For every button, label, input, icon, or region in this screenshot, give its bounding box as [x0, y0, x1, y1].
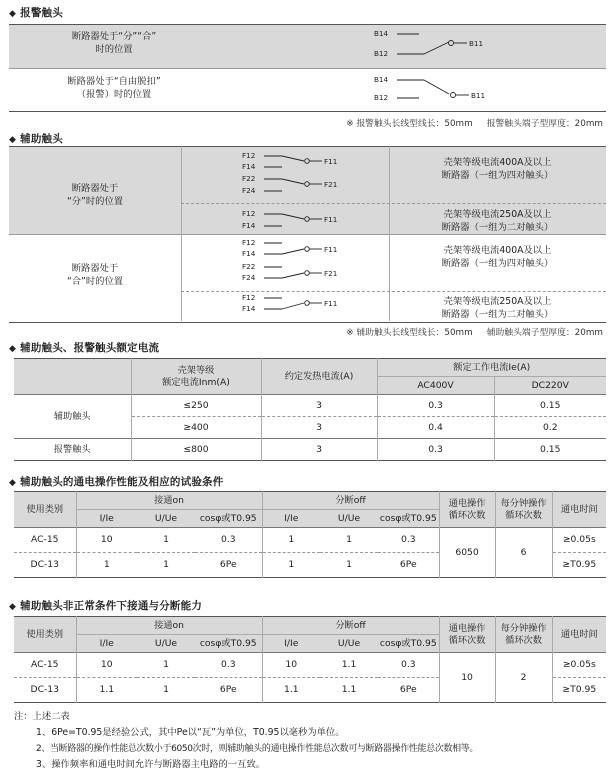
note-line-3: 3、操作频率和通电时间允许与断路器主电路的一互致。	[36, 759, 266, 770]
section-title-abnormal: ◆ 辅助触头非正常条件下接通与分断能力	[9, 600, 203, 612]
svg-text:F21: F21	[324, 180, 338, 189]
per-minute-cell: 2	[495, 653, 552, 703]
table-row: DC-13 1.1 1 6Pe 1.1 1.1 6Pe ≥T0.95	[14, 678, 606, 703]
svg-text:F12: F12	[242, 293, 256, 302]
table-row: AC-15 10 1 0.3 1 1 0.3 6050 6 ≥0.05s	[14, 528, 606, 553]
note-line-2: 2、当断路器的操作性能总次数小于6050次时，则辅助触头的通电操作性能总次数可与断路器操作性能总次数相等。	[36, 744, 479, 754]
thermal-current-header: 约定发热电流(A)	[261, 359, 377, 395]
aux-table	[9, 146, 606, 321]
aux-desc-250-closed: 壳架等级电流250A及以上 断路器（一组为二对触头）	[441, 296, 554, 320]
svg-text:B14: B14	[374, 29, 389, 38]
alarm-contact-cell: 报警触头	[53, 443, 91, 455]
table-row: DC-13 1 1 6Pe 1 1 6Pe ≥T0.95	[14, 553, 606, 578]
on-header: 接通on	[76, 492, 262, 510]
cycles-cell: 6050	[439, 528, 495, 578]
cycles-header: 通电操作 循环次数	[439, 492, 495, 528]
cycles-header: 通电操作 循环次数	[439, 617, 495, 653]
category-header: 使用类别	[26, 503, 64, 515]
rated-current-table	[14, 358, 606, 461]
operation-table: 使用类别 接通on 分断off 通电操作 循环次数 每分钟操作 循环次数 通电时间 I/Ie U/Ue cosφ或T0.95 I/Ie U/Ue cosφ或T0.95 AC-15 10 1 0.3 1 1 0.3 6050 6 ≥0.05s DC-13 1 1 6Pe 1 1 6Pe ≥T0.95	[14, 491, 606, 578]
svg-text:F12: F12	[242, 151, 256, 160]
alarm-note: ※ 报警触头长线型线长：50mm 报警触头端子型厚度：20mm	[346, 119, 603, 129]
aux-closed-label: 断路器处于 “合”时的位置	[66, 263, 124, 287]
section-title-rated-current: ◆ 辅助触头、报警触头额定电流	[9, 342, 160, 354]
svg-text:B11: B11	[471, 91, 486, 100]
cycles-cell: 10	[439, 653, 495, 703]
svg-text:F11: F11	[324, 245, 338, 254]
category-header: 使用类别	[26, 628, 64, 640]
aux-desc-400-closed: 壳架等级电流400A及以上 断路器（一组为四对触头）	[441, 245, 554, 269]
ac400v-header: AC400V	[377, 377, 494, 395]
section-title-aux: ◆ 辅助触头	[9, 133, 63, 145]
aux-contact-cell: 辅助触头	[53, 410, 91, 422]
dc220v-header: DC220V	[494, 377, 606, 395]
svg-text:F22: F22	[242, 262, 256, 271]
per-minute-header: 每分钟操作 循环次数	[495, 617, 552, 653]
footer-notes	[14, 709, 478, 773]
time-header: 通电时间	[552, 492, 606, 528]
notes-head: 注：上述二表	[14, 711, 70, 722]
frame-current-header: 壳架等级 额定电流Inm(A)	[131, 359, 261, 395]
work-current-header: 额定工作电流Ie(A)	[377, 359, 606, 377]
section-title-alarm: ◆ 报警触头	[9, 7, 63, 19]
alarm-trip-label: 断路器处于“自由脱扣” （报警）时的位置	[67, 76, 161, 100]
svg-text:F14: F14	[242, 162, 256, 171]
svg-text:F11: F11	[324, 299, 338, 308]
svg-text:F24: F24	[242, 186, 256, 195]
table-row: 报警触头 ≤800 3 0.3 0.15	[14, 439, 606, 461]
svg-text:F11: F11	[324, 157, 338, 166]
section-title-operation: ◆ 辅助触头的通电操作性能及相应的试验条件	[9, 476, 224, 488]
note-line-1: 1、6Pe=T0.95是经验公式，其中Pe以“瓦”为单位，T0.95以毫秒为单位。	[36, 727, 345, 738]
svg-text:F22: F22	[242, 174, 256, 183]
per-minute-cell: 6	[495, 528, 552, 578]
aux-desc-250-open: 壳架等级电流250A及以上 断路器（一组为二对触头）	[441, 209, 554, 233]
alarm-contact-diagram	[369, 24, 509, 111]
table-row: ≥400 3 0.4 0.2	[14, 417, 606, 439]
off-header: 分断off	[262, 492, 439, 510]
time-header: 通电时间	[552, 617, 606, 653]
svg-text:F21: F21	[324, 269, 338, 278]
per-minute-header: 每分钟操作 循环次数	[495, 492, 552, 528]
svg-text:F12: F12	[242, 209, 256, 218]
aux-open-label: 断路器处于 “分”时的位置	[66, 183, 124, 207]
svg-text:F14: F14	[242, 249, 256, 258]
on-header: 接通on	[76, 617, 262, 635]
svg-text:B12: B12	[374, 49, 389, 58]
abnormal-table: 使用类别 接通on 分断off 通电操作 循环次数 每分钟操作 循环次数 通电时间 I/Ie U/Ue cosφ或T0.95 I/Ie U/Ue cosφ或T0.95 AC-15 10 1 0.3 10 1.1 0.3 10 2 ≥0.05s DC-13 1.1 1 6Pe 1.1 1.1 6Pe ≥T0.95	[14, 616, 606, 703]
svg-text:B12: B12	[374, 93, 389, 102]
table-row: 辅助触头 ≤250 3 0.3 0.15	[14, 395, 606, 417]
svg-text:B11: B11	[469, 39, 484, 48]
svg-text:B14: B14	[374, 75, 389, 84]
off-header: 分断off	[262, 617, 439, 635]
alarm-table	[9, 24, 606, 111]
table-row: AC-15 10 1 0.3 10 1.1 0.3 10 2 ≥0.05s	[14, 653, 606, 678]
aux-desc-400-open: 壳架等级电流400A及以上 断路器（一组为四对触头）	[441, 157, 554, 181]
svg-text:F11: F11	[324, 215, 338, 224]
aux-contact-diagram	[234, 146, 354, 321]
svg-text:F14: F14	[242, 221, 256, 230]
svg-text:F14: F14	[242, 304, 256, 313]
alarm-open-closed-label: 断路器处于“分”“合” 时的位置	[71, 31, 157, 55]
svg-text:F24: F24	[242, 273, 256, 282]
aux-note: ※ 辅助触头长线型线长：50mm 辅助触头端子型厚度：20mm	[346, 328, 603, 338]
svg-text:F12: F12	[242, 238, 256, 247]
